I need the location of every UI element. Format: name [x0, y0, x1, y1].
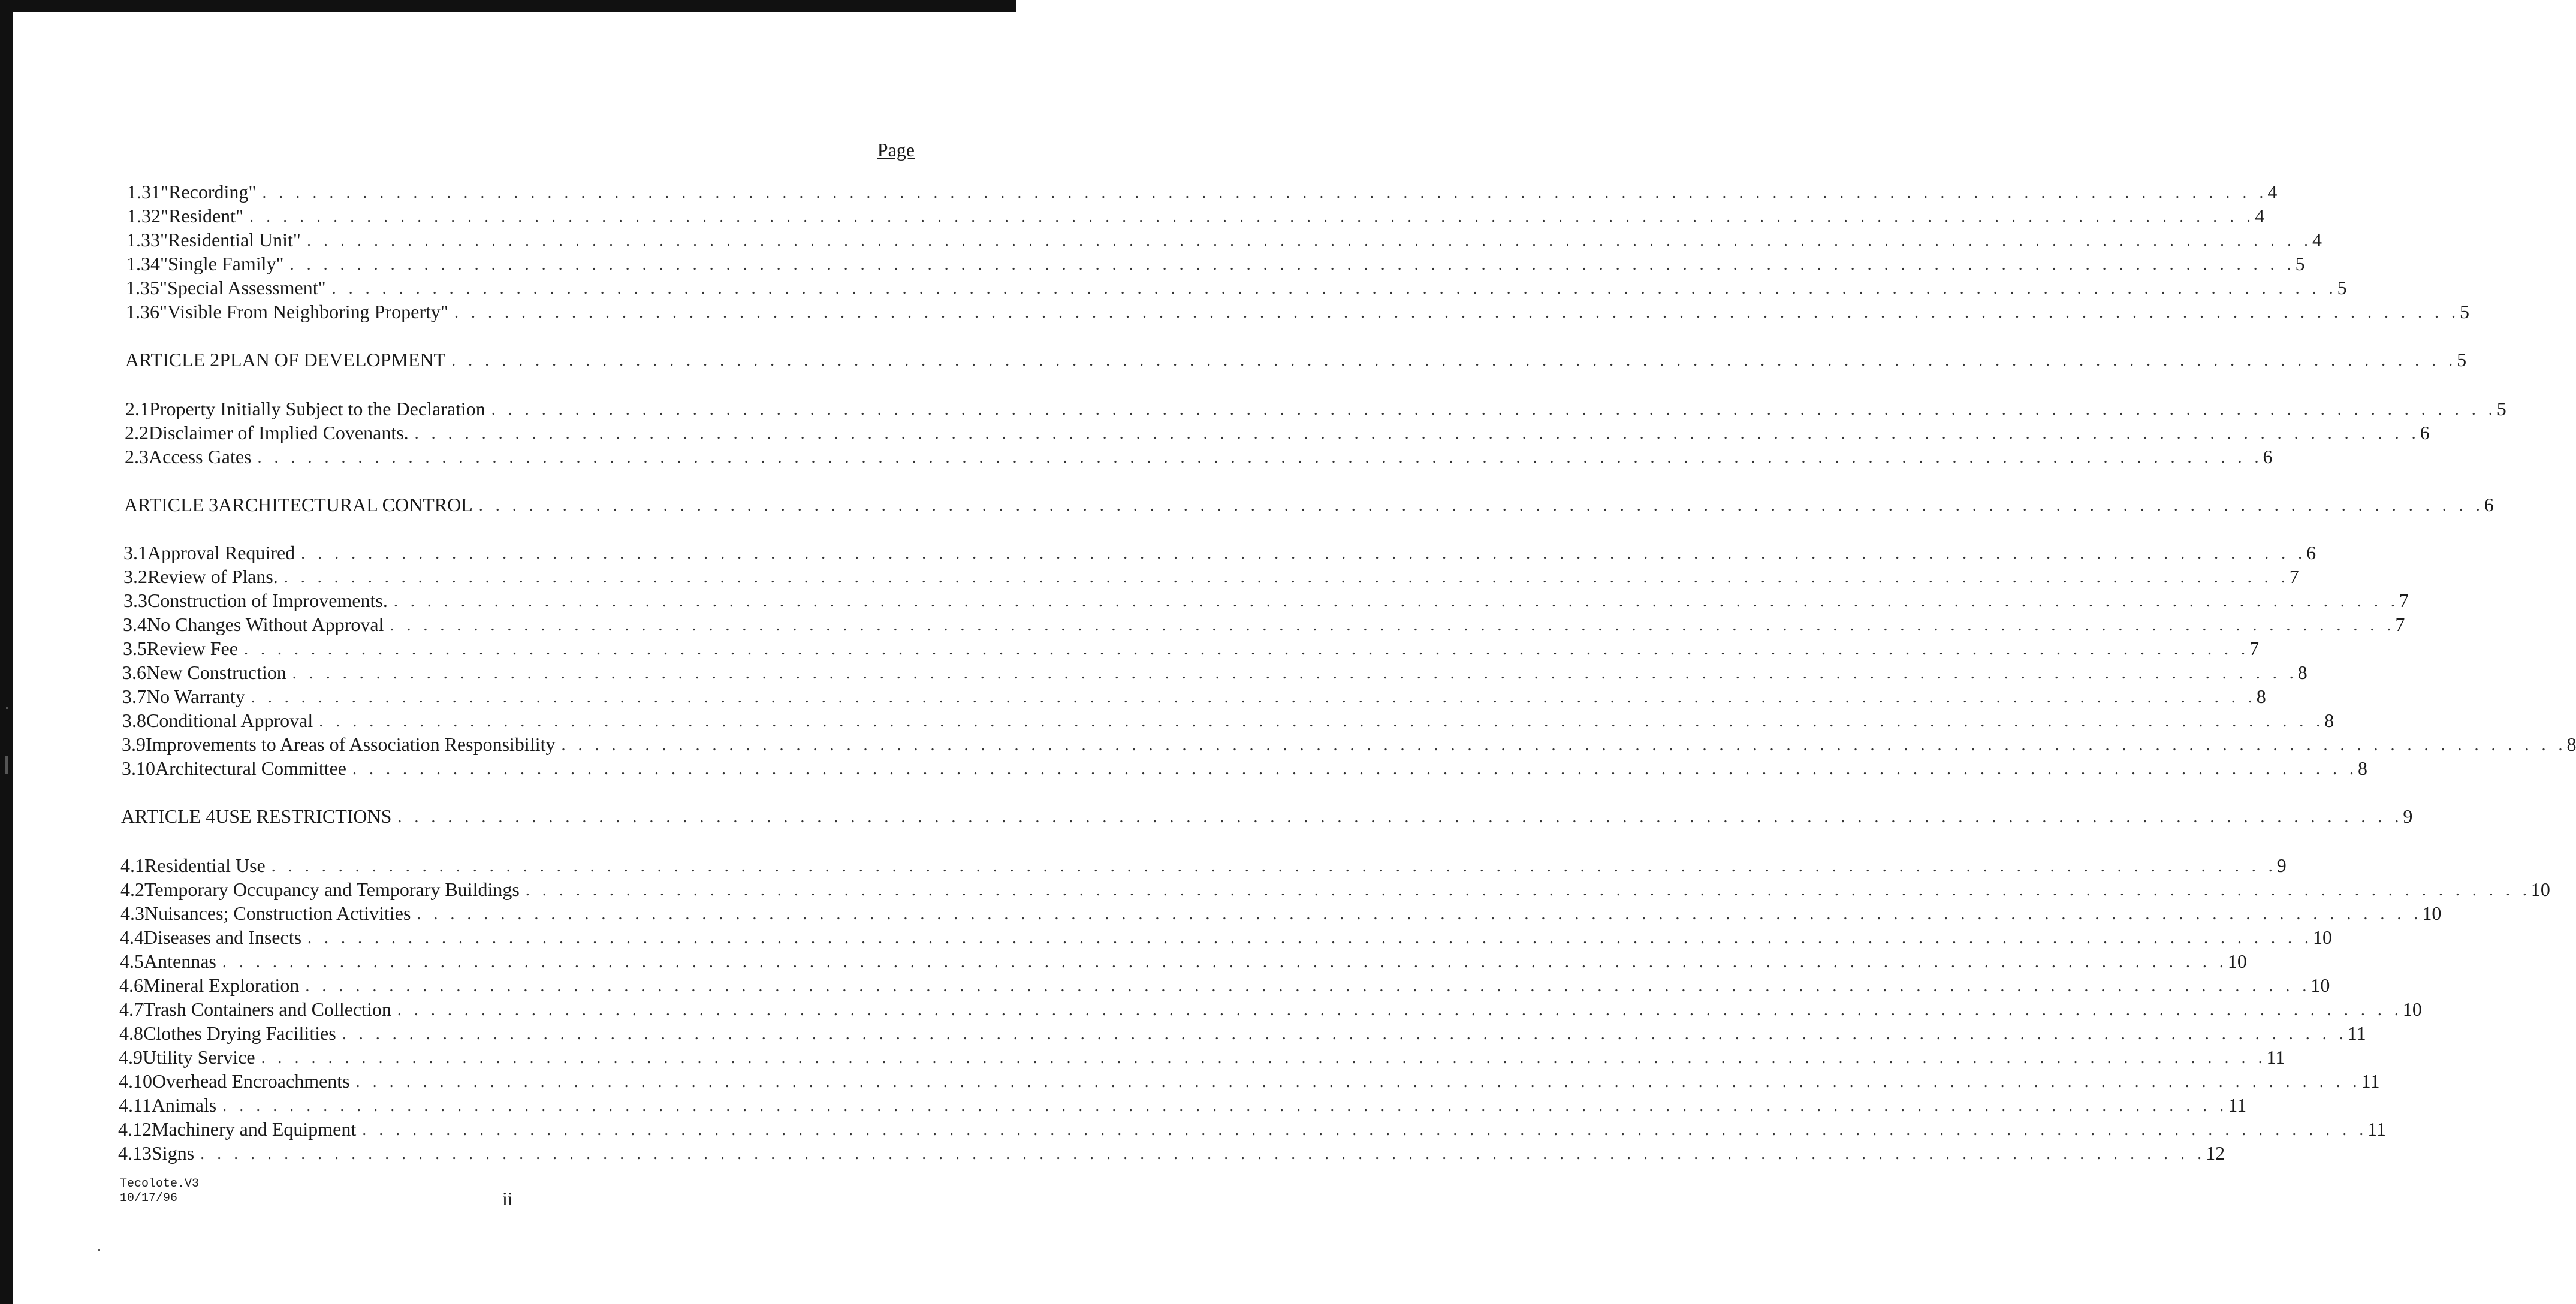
section-title: "Recording" [161, 181, 257, 203]
toc-section-row [123, 562, 2299, 588]
dot-leader: . . . . . . . . . . . . . . . . . . . . . . . . . . . . . . . . . . . . . . . . . . . . . . . . . . . . . . . . . . . . . . . . . . . . . . . . . . . . . . . . . . . . . . . . . . . . . . . . . . . . . . . . . . . . . . . . . . . . . . . . [362, 1121, 2368, 1139]
page-reference: 10 [2422, 902, 2442, 924]
toc-section-row [118, 1115, 2387, 1141]
page-reference: 10 [2313, 926, 2333, 948]
scan-speck [98, 1249, 100, 1251]
document-footer-id [120, 1177, 199, 1206]
page-reference: 12 [2206, 1142, 2225, 1164]
page-reference: 4 [2267, 181, 2278, 203]
section-number: 3.1 [123, 542, 147, 563]
section-number: 3.10 [122, 757, 155, 779]
section-number: 1.33 [126, 229, 160, 250]
dot-leader: . . . . . . . . . . . . . . . . . . . . . . . . . . . . . . . . . . . . . . . . . . . . . . . . . . . . . . . . . . . . . . . . . . . . . . . . . . . . . . . . . . . . . . . . . . . . . . . . . . . . . . . . . . . . . . . . . . . . . . . . [222, 1097, 2228, 1115]
page-reference: 10 [2530, 879, 2550, 900]
page-reference: 7 [2399, 590, 2409, 611]
page-reference: 7 [2289, 566, 2299, 587]
toc-section-row [123, 634, 2259, 660]
dot-leader: . . . . . . . . . . . . . . . . . . . . . . . . . . . . . . . . . . . . . . . . . . . . . . . . . . . . . . . . . . . . . . . . . . . . . . . . . . . . . . . . . . . . . . . . . . . . . . . . . . . . . . . . . . . . . . . . . . . . . . . . [319, 712, 2325, 731]
toc-section-row [123, 538, 2316, 565]
dot-leader: . . . . . . . . . . . . . . . . . . . . . . . . . . . . . . . . . . . . . . . . . . . . . . . . . . . . . . . . . . . . . . . . . . . . . . . . . . . . . . . . . . . . . . . . . . . . . . . . . . . . . . . . . . . . . . . . . . . . . . . . [331, 279, 2337, 298]
dot-leader: . . . . . . . . . . . . . . . . . . . . . . . . . . . . . . . . . . . . . . . . . . . . . . . . . . . . . . . . . . . . . . . . . . . . . . . . . . . . . . . . . . . . . . . . . . . . . . . . . . . . . . . . . . . . . . . . . . . . . . . . [292, 664, 2298, 683]
toc-article-row [124, 490, 2494, 517]
section-number: 2.2 [125, 422, 149, 443]
dot-leader: . . . . . . . . . . . . . . . . . . . . . . . . . . . . . . . . . . . . . . . . . . . . . . . . . . . . . . . . . . . . . . . . . . . . . . . . . . . . . . . . . . . . . . . . . . . . . . . . . . . . . . . . . . . . . . . . . . . . . . . . [251, 688, 2257, 707]
dot-leader: . . . . . . . . . . . . . . . . . . . . . . . . . . . . . . . . . . . . . . . . . . . . . . . . . . . . . . . . . . . . . . . . . . . . . . . . . . . . . . . . . . . . . . . . . . . . . . . . . . . . . . . . . . . . . . . . . . . . . . . . [397, 1001, 2403, 1019]
section-title: Disclaimer of Implied Covenants. [149, 422, 409, 443]
section-number: 4.6 [119, 974, 143, 996]
section-number: 3.6 [122, 662, 146, 683]
scan-speck [5, 756, 8, 774]
scan-speck [6, 707, 8, 709]
dot-leader: . . . . . . . . . . . . . . . . . . . . . . . . . . . . . . . . . . . . . . . . . . . . . . . . . . . . . . . . . . . . . . . . . . . . . . . . . . . . . . . . . . . . . . . . . . . . . . . . . . . . . . . . . . . . . . . . . . . . . . . . [306, 231, 2312, 250]
dot-leader: . . . . . . . . . . . . . . . . . . . . . . . . . . . . . . . . . . . . . . . . . . . . . . . . . . . . . . . . . . . . . . . . . . . . . . . . . . . . . . . . . . . . . . . . . . . . . . . . . . . . . . . . . . . . . . . . . . . . . . . . [454, 303, 2460, 322]
section-number: 4.10 [119, 1070, 152, 1092]
section-title: Improvements to Areas of Association Responsibility [146, 734, 556, 755]
article-number: ARTICLE 4 [121, 805, 216, 827]
section-title: Animals [151, 1094, 217, 1116]
document-date: 10/17/96 [120, 1191, 178, 1205]
section-number: 1.34 [126, 253, 160, 274]
toc-section-row [118, 1139, 2225, 1165]
page-reference: 6 [2263, 446, 2273, 467]
section-title: Overhead Encroachments [152, 1070, 350, 1092]
page-reference: 5 [2496, 398, 2506, 419]
page-reference: 9 [2276, 855, 2287, 876]
section-number: 4.5 [120, 950, 144, 972]
section-number: 4.13 [118, 1142, 152, 1164]
dot-leader: . . . . . . . . . . . . . . . . . . . . . . . . . . . . . . . . . . . . . . . . . . . . . . . . . . . . . . . . . . . . . . . . . . . . . . . . . . . . . . . . . . . . . . . . . . . . . . . . . . . . . . . . . . . . . . . . . . . . . . . . [243, 640, 2249, 659]
page-reference: 10 [2402, 998, 2422, 1020]
dot-leader: . . . . . . . . . . . . . . . . . . . . . . . . . . . . . . . . . . . . . . . . . . . . . . . . . . . . . . . . . . . . . . . . . . . . . . . . . . . . . . . . . . . . . . . . . . . . . . . . . . . . . . . . . . . . . . . . . . . . . . . . [352, 760, 2358, 778]
page-reference: 8 [2358, 757, 2367, 779]
section-title: Approval Required [147, 542, 295, 563]
section-title: Mineral Exploration [143, 974, 300, 996]
toc-section-row [125, 418, 2430, 445]
toc-section-row [119, 1043, 2285, 1069]
page-reference: 6 [2484, 494, 2494, 515]
toc-section-row [127, 177, 2278, 204]
page-reference: 11 [2266, 1046, 2285, 1068]
section-title: Review of Plans. [147, 566, 278, 587]
section-number: 4.1 [120, 855, 144, 876]
section-number: 4.4 [120, 926, 144, 948]
toc-section-row [119, 1019, 2366, 1045]
dot-leader: . . . . . . . . . . . . . . . . . . . . . . . . . . . . . . . . . . . . . . . . . . . . . . . . . . . . . . . . . . . . . . . . . . . . . . . . . . . . . . . . . . . . . . . . . . . . . . . . . . . . . . . . . . . . . . . . . . . . . . . . [305, 977, 2311, 995]
section-title: "Residential Unit" [160, 229, 301, 250]
section-number: 4.3 [120, 902, 144, 924]
dot-leader: . . . . . . . . . . . . . . . . . . . . . . . . . . . . . . . . . . . . . . . . . . . . . . . . . . . . . . . . . . . . . . . . . . . . . . . . . . . . . . . . . . . . . . . . . . . . . . . . . . . . . . . . . . . . . . . . . . . . . . . . [289, 255, 2296, 274]
section-title: No Changes Without Approval [147, 614, 384, 635]
article-title: PLAN OF DEVELOPMENT [219, 349, 446, 370]
dot-leader: . . . . . . . . . . . . . . . . . . . . . . . . . . . . . . . . . . . . . . . . . . . . . . . . . . . . . . . . . . . . . . . . . . . . . . . . . . . . . . . . . . . . . . . . . . . . . . . . . . . . . . . . . . . . . . . . . . . . . . . . [561, 736, 2567, 754]
article-number: ARTICLE 2 [125, 349, 220, 370]
toc-section-row [126, 225, 2322, 252]
page-reference: 10 [2310, 974, 2330, 996]
dot-leader: . . . . . . . . . . . . . . . . . . . . . . . . . . . . . . . . . . . . . . . . . . . . . . . . . . . . . . . . . . . . . . . . . . . . . . . . . . . . . . . . . . . . . . . . . . . . . . . . . . . . . . . . . . . . . . . . . . . . . . . . [262, 183, 2268, 202]
toc-section-row [125, 442, 2273, 469]
section-title: Trash Containers and Collection [143, 998, 391, 1020]
section-number: 2.3 [125, 446, 149, 467]
section-number: 4.7 [119, 998, 143, 1020]
section-title: Utility Service [143, 1046, 255, 1068]
dot-leader: . . . . . . . . . . . . . . . . . . . . . . . . . . . . . . . . . . . . . . . . . . . . . . . . . . . . . . . . . . . . . . . . . . . . . . . . . . . . . . . . . . . . . . . . . . . . . . . . . . . . . . . . . . . . . . . . . . . . . . . . [222, 953, 2228, 971]
section-number: 3.5 [123, 638, 147, 659]
toc-section-row [127, 201, 2265, 228]
toc-section-row [119, 1067, 2380, 1093]
toc-article-row [121, 802, 2413, 828]
toc-section-row [125, 394, 2506, 421]
page-reference: 10 [2227, 950, 2247, 972]
toc-article-row [125, 345, 2467, 372]
section-title: Residential Use [144, 855, 266, 876]
toc-section-row [119, 1091, 2247, 1117]
toc-section-row [120, 875, 2550, 901]
dot-leader: . . . . . . . . . . . . . . . . . . . . . . . . . . . . . . . . . . . . . . . . . . . . . . . . . . . . . . . . . . . . . . . . . . . . . . . . . . . . . . . . . . . . . . . . . . . . . . . . . . . . . . . . . . . . . . . . . . . . . . . . [249, 207, 2255, 226]
section-title: Temporary Occupancy and Temporary Buildings [144, 879, 520, 900]
section-number: 4.2 [120, 879, 144, 900]
page-reference: 7 [2249, 638, 2259, 659]
toc-section-row [126, 297, 2469, 324]
page-reference: 11 [2361, 1070, 2380, 1092]
toc-section-row [120, 899, 2442, 925]
page-reference: 6 [2420, 422, 2430, 443]
page-number: ii [502, 1188, 513, 1209]
section-title: Clothes Drying Facilities [143, 1022, 336, 1044]
toc-section-row [120, 923, 2333, 949]
section-title: Antennas [144, 950, 216, 972]
section-title: Diseases and Insects [144, 926, 302, 948]
dot-leader: . . . . . . . . . . . . . . . . . . . . . . . . . . . . . . . . . . . . . . . . . . . . . . . . . . . . . . . . . . . . . . . . . . . . . . . . . . . . . . . . . . . . . . . . . . . . . . . . . . . . . . . . . . . . . . . . . . . . . . . . [417, 905, 2423, 923]
toc-section-row [119, 995, 2422, 1021]
section-title: Signs [152, 1142, 195, 1164]
section-number: 4.8 [119, 1022, 143, 1044]
section-number: 2.1 [125, 398, 149, 419]
section-title: Property Initially Subject to the Declaration [149, 398, 485, 419]
page-reference: 7 [2395, 614, 2405, 635]
page-reference: 11 [2228, 1094, 2247, 1116]
page-reference: 5 [2337, 277, 2347, 298]
toc-section-row [123, 586, 2409, 612]
dot-leader: . . . . . . . . . . . . . . . . . . . . . . . . . . . . . . . . . . . . . . . . . . . . . . . . . . . . . . . . . . . . . . . . . . . . . . . . . . . . . . . . . . . . . . . . . . . . . . . . . . . . . . . . . . . . . . . . . . . . . . . . [342, 1025, 2348, 1043]
dot-leader: . . . . . . . . . . . . . . . . . . . . . . . . . . . . . . . . . . . . . . . . . . . . . . . . . . . . . . . . . . . . . . . . . . . . . . . . . . . . . . . . . . . . . . . . . . . . . . . . . . . . . . . . . . . . . . . . . . . . . . . . [525, 881, 2531, 899]
section-number: 1.36 [126, 301, 159, 322]
section-title: "Single Family" [160, 253, 284, 274]
page-reference: 9 [2403, 805, 2413, 827]
toc-section-row [122, 658, 2307, 684]
toc-section-row [126, 273, 2347, 300]
toc-section-row [126, 249, 2305, 276]
section-title: Review Fee [147, 638, 238, 659]
dot-leader: . . . . . . . . . . . . . . . . . . . . . . . . . . . . . . . . . . . . . . . . . . . . . . . . . . . . . . . . . . . . . . . . . . . . . . . . . . . . . . . . . . . . . . . . . . . . . . . . . . . . . . . . . . . . . . . . . . . . . . . . [397, 808, 2403, 826]
dot-leader: . . . . . . . . . . . . . . . . . . . . . . . . . . . . . . . . . . . . . . . . . . . . . . . . . . . . . . . . . . . . . . . . . . . . . . . . . . . . . . . . . . . . . . . . . . . . . . . . . . . . . . . . . . . . . . . . . . . . . . . . [478, 496, 2484, 515]
section-number: 1.31 [127, 181, 161, 203]
section-number: 3.2 [123, 566, 147, 587]
article-title: USE RESTRICTIONS [215, 805, 392, 827]
section-number: 3.3 [123, 590, 147, 611]
toc-section-row [122, 754, 2367, 780]
page-reference: 4 [2312, 229, 2322, 250]
section-title: Machinery and Equipment [152, 1118, 357, 1140]
section-title: Access Gates [149, 446, 252, 467]
article-number: ARTICLE 3 [124, 494, 219, 515]
dot-leader: . . . . . . . . . . . . . . . . . . . . . . . . . . . . . . . . . . . . . . . . . . . . . . . . . . . . . . . . . . . . . . . . . . . . . . . . . . . . . . . . . . . . . . . . . . . . . . . . . . . . . . . . . . . . . . . . . . . . . . . . [451, 351, 2457, 370]
section-title: Construction of Improvements. [147, 590, 388, 611]
dot-leader: . . . . . . . . . . . . . . . . . . . . . . . . . . . . . . . . . . . . . . . . . . . . . . . . . . . . . . . . . . . . . . . . . . . . . . . . . . . . . . . . . . . . . . . . . . . . . . . . . . . . . . . . . . . . . . . . . . . . . . . . [491, 400, 2497, 419]
section-number: 1.35 [126, 277, 159, 298]
section-title: "Resident" [161, 205, 244, 227]
dot-leader: . . . . . . . . . . . . . . . . . . . . . . . . . . . . . . . . . . . . . . . . . . . . . . . . . . . . . . . . . . . . . . . . . . . . . . . . . . . . . . . . . . . . . . . . . . . . . . . . . . . . . . . . . . . . . . . . . . . . . . . . [261, 1049, 2267, 1067]
toc-section-row [122, 706, 2334, 732]
toc-section-row [123, 610, 2405, 636]
section-title: "Visible From Neighboring Property" [159, 301, 448, 322]
dot-leader: . . . . . . . . . . . . . . . . . . . . . . . . . . . . . . . . . . . . . . . . . . . . . . . . . . . . . . . . . . . . . . . . . . . . . . . . . . . . . . . . . . . . . . . . . . . . . . . . . . . . . . . . . . . . . . . . . . . . . . . . [307, 929, 2313, 947]
dot-leader: . . . . . . . . . . . . . . . . . . . . . . . . . . . . . . . . . . . . . . . . . . . . . . . . . . . . . . . . . . . . . . . . . . . . . . . . . . . . . . . . . . . . . . . . . . . . . . . . . . . . . . . . . . . . . . . . . . . . . . . . [257, 448, 2263, 467]
page-reference: 5 [2459, 301, 2469, 322]
section-title: Nuisances; Construction Activities [144, 902, 411, 924]
section-title: Conditional Approval [146, 710, 313, 731]
section-number: 3.8 [122, 710, 146, 731]
toc-section-row [122, 682, 2266, 708]
dot-leader: . . . . . . . . . . . . . . . . . . . . . . . . . . . . . . . . . . . . . . . . . . . . . . . . . . . . . . . . . . . . . . . . . . . . . . . . . . . . . . . . . . . . . . . . . . . . . . . . . . . . . . . . . . . . . . . . . . . . . . . . [200, 1145, 2206, 1163]
toc-section-row [120, 851, 2287, 877]
page-reference: 11 [2367, 1118, 2387, 1140]
section-title: Architectural Committee [155, 757, 346, 779]
section-title: "Special Assessment" [159, 277, 326, 298]
dot-leader: . . . . . . . . . . . . . . . . . . . . . . . . . . . . . . . . . . . . . . . . . . . . . . . . . . . . . . . . . . . . . . . . . . . . . . . . . . . . . . . . . . . . . . . . . . . . . . . . . . . . . . . . . . . . . . . . . . . . . . . . [355, 1073, 2361, 1091]
page-reference: 11 [2347, 1022, 2366, 1044]
section-title: New Construction [146, 662, 286, 683]
page-reference: 8 [2297, 662, 2307, 683]
section-number: 3.9 [122, 734, 146, 755]
page-reference: 5 [2295, 253, 2305, 274]
page-reference: 8 [2566, 734, 2576, 755]
toc-section-row [120, 947, 2247, 973]
dot-leader: . . . . . . . . . . . . . . . . . . . . . . . . . . . . . . . . . . . . . . . . . . . . . . . . . . . . . . . . . . . . . . . . . . . . . . . . . . . . . . . . . . . . . . . . . . . . . . . . . . . . . . . . . . . . . . . . . . . . . . . . [283, 568, 2290, 587]
page-reference: 6 [2306, 542, 2316, 563]
page-reference: 5 [2457, 349, 2467, 370]
section-number: 1.32 [127, 205, 161, 227]
toc-section-row [122, 730, 2576, 756]
section-title: No Warranty [146, 686, 245, 707]
toc-section-row [119, 971, 2330, 997]
dot-leader: . . . . . . . . . . . . . . . . . . . . . . . . . . . . . . . . . . . . . . . . . . . . . . . . . . . . . . . . . . . . . . . . . . . . . . . . . . . . . . . . . . . . . . . . . . . . . . . . . . . . . . . . . . . . . . . . . . . . . . . . [414, 424, 2420, 443]
dot-leader: . . . . . . . . . . . . . . . . . . . . . . . . . . . . . . . . . . . . . . . . . . . . . . . . . . . . . . . . . . . . . . . . . . . . . . . . . . . . . . . . . . . . . . . . . . . . . . . . . . . . . . . . . . . . . . . . . . . . . . . . [301, 544, 2307, 563]
page-reference: 8 [2256, 686, 2266, 707]
section-number: 3.4 [123, 614, 147, 635]
page-reference: 8 [2324, 710, 2334, 731]
dot-leader: . . . . . . . . . . . . . . . . . . . . . . . . . . . . . . . . . . . . . . . . . . . . . . . . . . . . . . . . . . . . . . . . . . . . . . . . . . . . . . . . . . . . . . . . . . . . . . . . . . . . . . . . . . . . . . . . . . . . . . . . [393, 592, 2399, 611]
article-title: ARCHITECTURAL CONTROL [218, 494, 473, 515]
section-number: 4.11 [119, 1094, 152, 1116]
page-column-heading: Page [877, 139, 915, 161]
dot-leader: . . . . . . . . . . . . . . . . . . . . . . . . . . . . . . . . . . . . . . . . . . . . . . . . . . . . . . . . . . . . . . . . . . . . . . . . . . . . . . . . . . . . . . . . . . . . . . . . . . . . . . . . . . . . . . . . . . . . . . . . [271, 857, 2277, 876]
page-reference: 4 [2255, 205, 2265, 227]
document-code: Tecolote.V3 [120, 1177, 200, 1191]
section-number: 4.9 [119, 1046, 143, 1068]
dot-leader: . . . . . . . . . . . . . . . . . . . . . . . . . . . . . . . . . . . . . . . . . . . . . . . . . . . . . . . . . . . . . . . . . . . . . . . . . . . . . . . . . . . . . . . . . . . . . . . . . . . . . . . . . . . . . . . . . . . . . . . . [390, 616, 2396, 635]
section-number: 3.7 [122, 686, 146, 707]
section-number: 4.12 [118, 1118, 152, 1140]
